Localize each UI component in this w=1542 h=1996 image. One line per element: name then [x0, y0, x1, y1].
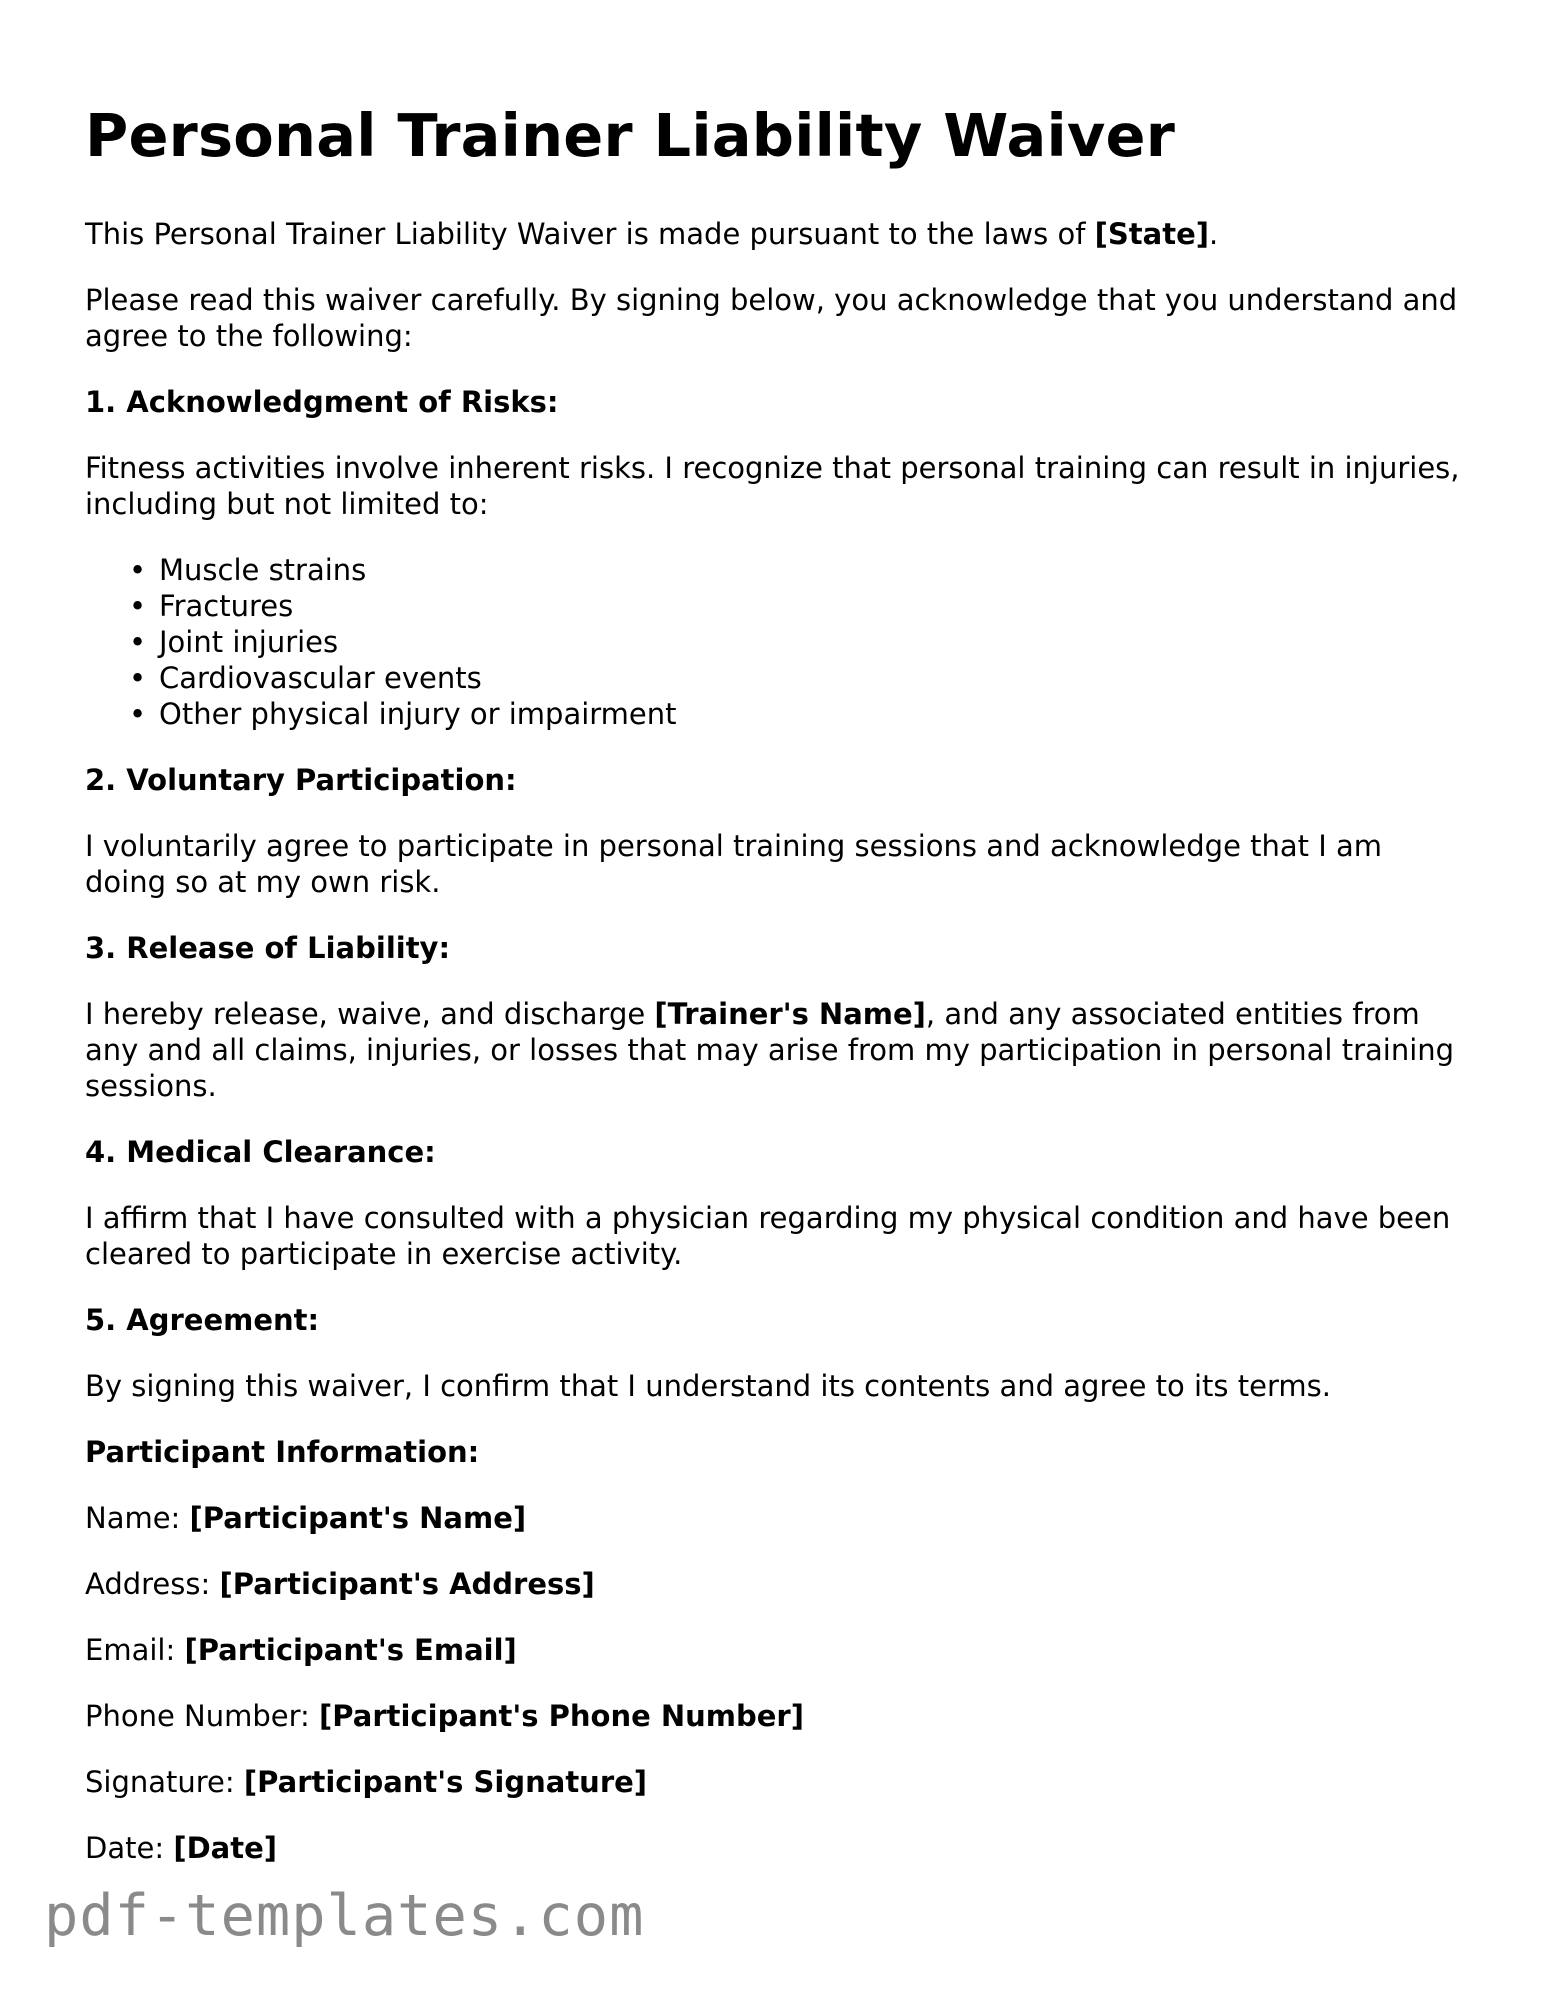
list-item [129, 624, 1465, 660]
participant-date-field [85, 1830, 1465, 1866]
field-label: Signature: [85, 1765, 244, 1799]
field-value: [Participant's Phone Number] [319, 1699, 804, 1733]
bullet-icon: • [129, 625, 147, 659]
bullet-icon: • [129, 661, 147, 695]
field-label: Date: [85, 1831, 174, 1865]
release-suffix: , and any associated entities from any and all claims, injuries, or losses that may arise from my participation in personal training sessions. [85, 997, 1455, 1103]
document-page [85, 101, 1465, 1896]
list-item [129, 696, 1465, 732]
list-item-text: Cardiovascular events [159, 661, 482, 695]
bullet-icon: • [129, 553, 147, 587]
field-value: [Participant's Name] [189, 1501, 527, 1535]
field-value: [Participant's Signature] [243, 1765, 648, 1799]
section-heading-agreement: 5. Agreement: [85, 1303, 320, 1337]
participant-name-field [85, 1500, 1465, 1536]
list-item [129, 660, 1465, 696]
bullet-icon: • [129, 697, 147, 731]
list-item-text: Muscle strains [159, 553, 367, 587]
state-placeholder: [State] [1094, 217, 1210, 251]
field-value: [Date] [173, 1831, 277, 1865]
intro-suffix: . [1209, 217, 1219, 251]
section-body-risks: Fitness activities involve inherent risks. I recognize that personal training can result in injuries, including but not limited to: [85, 451, 1460, 521]
participant-signature-field [85, 1764, 1465, 1800]
section-heading-release: 3. Release of Liability: [85, 931, 451, 965]
field-label: Name: [85, 1501, 190, 1535]
watermark: pdf-templates.com [44, 1883, 645, 1949]
section-body-medical: I affirm that I have consulted with a physician regarding my physical condition and have been cleared to participate in exercise activity. [85, 1201, 1451, 1271]
field-label: Phone Number: [85, 1699, 320, 1733]
section-heading-risks: 1. Acknowledgment of Risks: [85, 385, 559, 419]
participant-email-field [85, 1632, 1465, 1668]
release-prefix: I hereby release, waive, and discharge [85, 997, 655, 1031]
participant-phone-field [85, 1698, 1465, 1734]
participant-info-heading: Participant Information: [85, 1435, 480, 1469]
intro-prefix: This Personal Trainer Liability Waiver is made pursuant to the laws of [85, 217, 1095, 251]
section-body-voluntary: I voluntarily agree to participate in personal training sessions and acknowledge that I am doing so at my own risk. [85, 829, 1383, 899]
section-heading-voluntary: 2. Voluntary Participation: [85, 763, 517, 797]
field-value: [Participant's Address] [219, 1567, 595, 1601]
instructions-paragraph: Please read this waiver carefully. By signing below, you acknowledge that you understand and agree to the following: [85, 283, 1458, 353]
field-value: [Participant's Email] [184, 1633, 517, 1667]
section-body-agreement: By signing this waiver, I confirm that I understand its contents and agree to its terms. [85, 1369, 1331, 1403]
document-title: Personal Trainer Liability Waiver [85, 101, 1176, 170]
participant-address-field [85, 1566, 1465, 1602]
list-item [129, 588, 1465, 624]
list-item-text: Other physical injury or impairment [159, 697, 677, 731]
trainer-name-placeholder: [Trainer's Name] [654, 997, 926, 1031]
section-body-release [85, 996, 1465, 1104]
risk-list [85, 552, 1465, 732]
intro-paragraph [85, 216, 1465, 252]
list-item-text: Fractures [159, 589, 294, 623]
list-item-text: Joint injuries [159, 625, 339, 659]
field-label: Email: [85, 1633, 185, 1667]
list-item [129, 552, 1465, 588]
section-heading-medical: 4. Medical Clearance: [85, 1135, 436, 1169]
field-label: Address: [85, 1567, 220, 1601]
bullet-icon: • [129, 589, 147, 623]
